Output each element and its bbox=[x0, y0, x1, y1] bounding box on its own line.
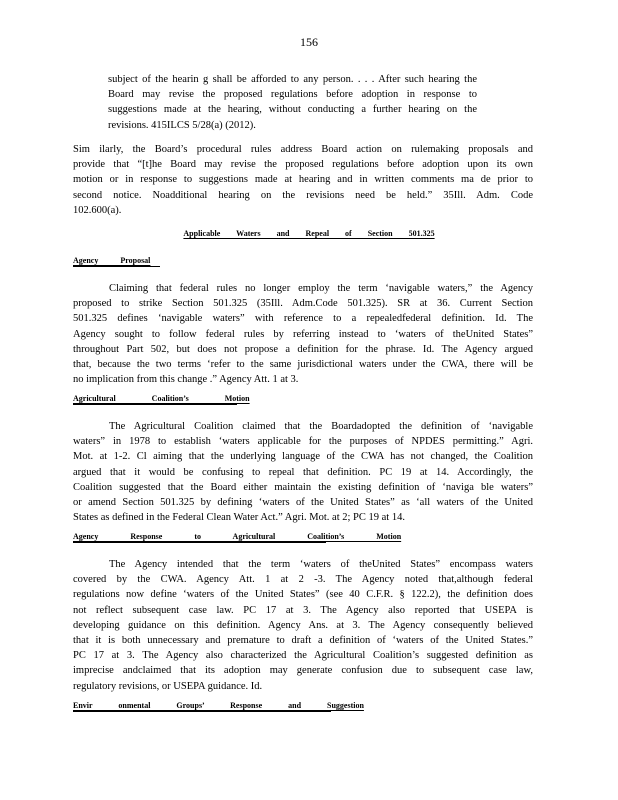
paragraph-line: 102.600(a). bbox=[73, 204, 122, 216]
paragraph-line: Mot. at 1-2. Cl aiming that the underlying language of the CWA has not changed, the Coalition bbox=[73, 451, 533, 463]
paragraph-line: 501.325 defines ‘navigable waters” with reference to a repealedfederal definition. Id. The bbox=[73, 313, 533, 325]
quote-line: subject of the hearin g shall be afforded to any person. . . . After such hearing the bbox=[108, 74, 477, 85]
underline-rule bbox=[73, 404, 237, 405]
paragraph-line: States as defined in the Federal Clean Water Act.” Agri. Mot. at 2; PC 19 at 14. bbox=[73, 512, 405, 524]
statute-quote bbox=[108, 72, 477, 133]
quote-line: Board may revise the proposed regulations before adoption in response to bbox=[108, 89, 477, 101]
paragraph-line: developing guidance on this definition. Agency Ans. at 3. The Agency consequently believed bbox=[73, 619, 533, 631]
paragraph-line: argued that it would be confusing to repeal that definition. PC 19 at 14. Accordingly, the bbox=[73, 466, 533, 478]
paragraph-line: PC 17 at 3. The Agency also characterized the Agricultural Coalition’s suggested definition as bbox=[73, 650, 533, 662]
paragraph-agency-proposal bbox=[73, 281, 533, 387]
paragraph-line: throughout Part 502, but does not propose a definition for the phrase. Id. The Agency argued bbox=[73, 343, 533, 355]
section-heading-text: Applicable Waters and Repeal of Section 501.325 bbox=[183, 229, 435, 238]
paragraph-procedural-rules bbox=[73, 142, 533, 218]
underline-rule bbox=[73, 711, 331, 712]
paragraph-line: proposed to strike Section 501.325 (35Ill. Adm.Code 501.325). SR at 36. Current Section bbox=[73, 298, 533, 310]
subheading-agricultural-motion bbox=[73, 394, 250, 403]
paragraph-line: imprecise andclaimed that its adoption may generate confusion due to subsequent case law, bbox=[73, 665, 533, 677]
paragraph-line: regulations now define ‘waters of the United States” (see 40 C.F.R. § 122.2), the definition does bbox=[73, 589, 533, 601]
page-number: 156 bbox=[300, 35, 318, 49]
paragraph-line: The Agency intended that the term ‘waters of theUnited States” encompass waters bbox=[109, 559, 533, 570]
paragraph-line: Sim ilarly, the Board’s procedural rules address Board action on rulemaking proposals and bbox=[73, 144, 533, 155]
subheading-text: Agency Response to Agricultural Coalition’s Motion bbox=[73, 532, 402, 541]
paragraph-line: or amend Section 501.325 by defining ‘waters of the United States” as ‘all waters of the United bbox=[73, 497, 533, 509]
paragraph-line: motion or in response to suggestions made at hearing and in written comments ma de prior to bbox=[73, 174, 533, 186]
paragraph-line: not reflect subsequent case law. PC 17 at 3. The Agency also reported that USEPA is bbox=[73, 604, 533, 616]
underline-rule bbox=[73, 266, 160, 267]
section-heading bbox=[0, 229, 618, 238]
paragraph-agency-response bbox=[73, 557, 533, 694]
paragraph-line: provide that “[t]he Board may revise the proposed regulations before adoption upon its own bbox=[73, 159, 533, 171]
paragraph-line: The Agricultural Coalition claimed that the Boardadopted the definition of ‘navigable bbox=[109, 421, 533, 432]
paragraph-line: Coalition suggested that the Board either maintain the existing definition of ‘naviga ble waters” bbox=[73, 481, 533, 493]
paragraph-line: regulatory revisions, or USEPA guidance. Id. bbox=[73, 680, 263, 692]
subheading-agency-proposal bbox=[73, 256, 150, 265]
paragraph-agricultural-coalition bbox=[73, 419, 533, 525]
paragraph-line: that, because the two terms ‘refer to the same jurisdictional waters under the CWA, there will be bbox=[73, 359, 533, 371]
quote-line: suggestions made at the hearing, without conducting a further hearing on the bbox=[108, 104, 477, 116]
subheading-text: Envir onmental Groups’ Response and Suggestion bbox=[73, 701, 364, 710]
paragraph-line: no implication from this change .” Agency Att. 1 at 3. bbox=[73, 374, 299, 386]
paragraph-line: waters” in 1978 to establish ‘waters applicable for the purposes of NPDES permitting.” Agri. bbox=[73, 436, 533, 448]
paragraph-line: that it is both unnecessary and premature to draft a definition of ‘waters of the United States.” bbox=[73, 635, 533, 647]
paragraph-line: Claiming that federal rules no longer employ the term ‘navigable waters,” the Agency bbox=[109, 283, 533, 294]
paragraph-line: second notice. Noadditional hearing on the revisions need be held.” 35Ill. Adm. Code bbox=[73, 189, 533, 201]
subheading-agency-response bbox=[73, 532, 401, 541]
paragraph-line: Agency sought to follow federal rules by referring instead to ‘waters of theUnited States” bbox=[73, 328, 533, 340]
quote-line: revisions. 415ILCS 5/28(a) (2012). bbox=[108, 119, 256, 131]
underline-rule bbox=[73, 542, 326, 543]
subheading-text: Agency Proposal bbox=[73, 256, 151, 265]
paragraph-line: covered by the CWA. Agency Att. 1 at 2 -3. The Agency noted that,although federal bbox=[73, 574, 533, 586]
subheading-environmental-groups bbox=[73, 701, 364, 710]
subheading-text: Agricultural Coalition’s Motion bbox=[73, 394, 250, 403]
